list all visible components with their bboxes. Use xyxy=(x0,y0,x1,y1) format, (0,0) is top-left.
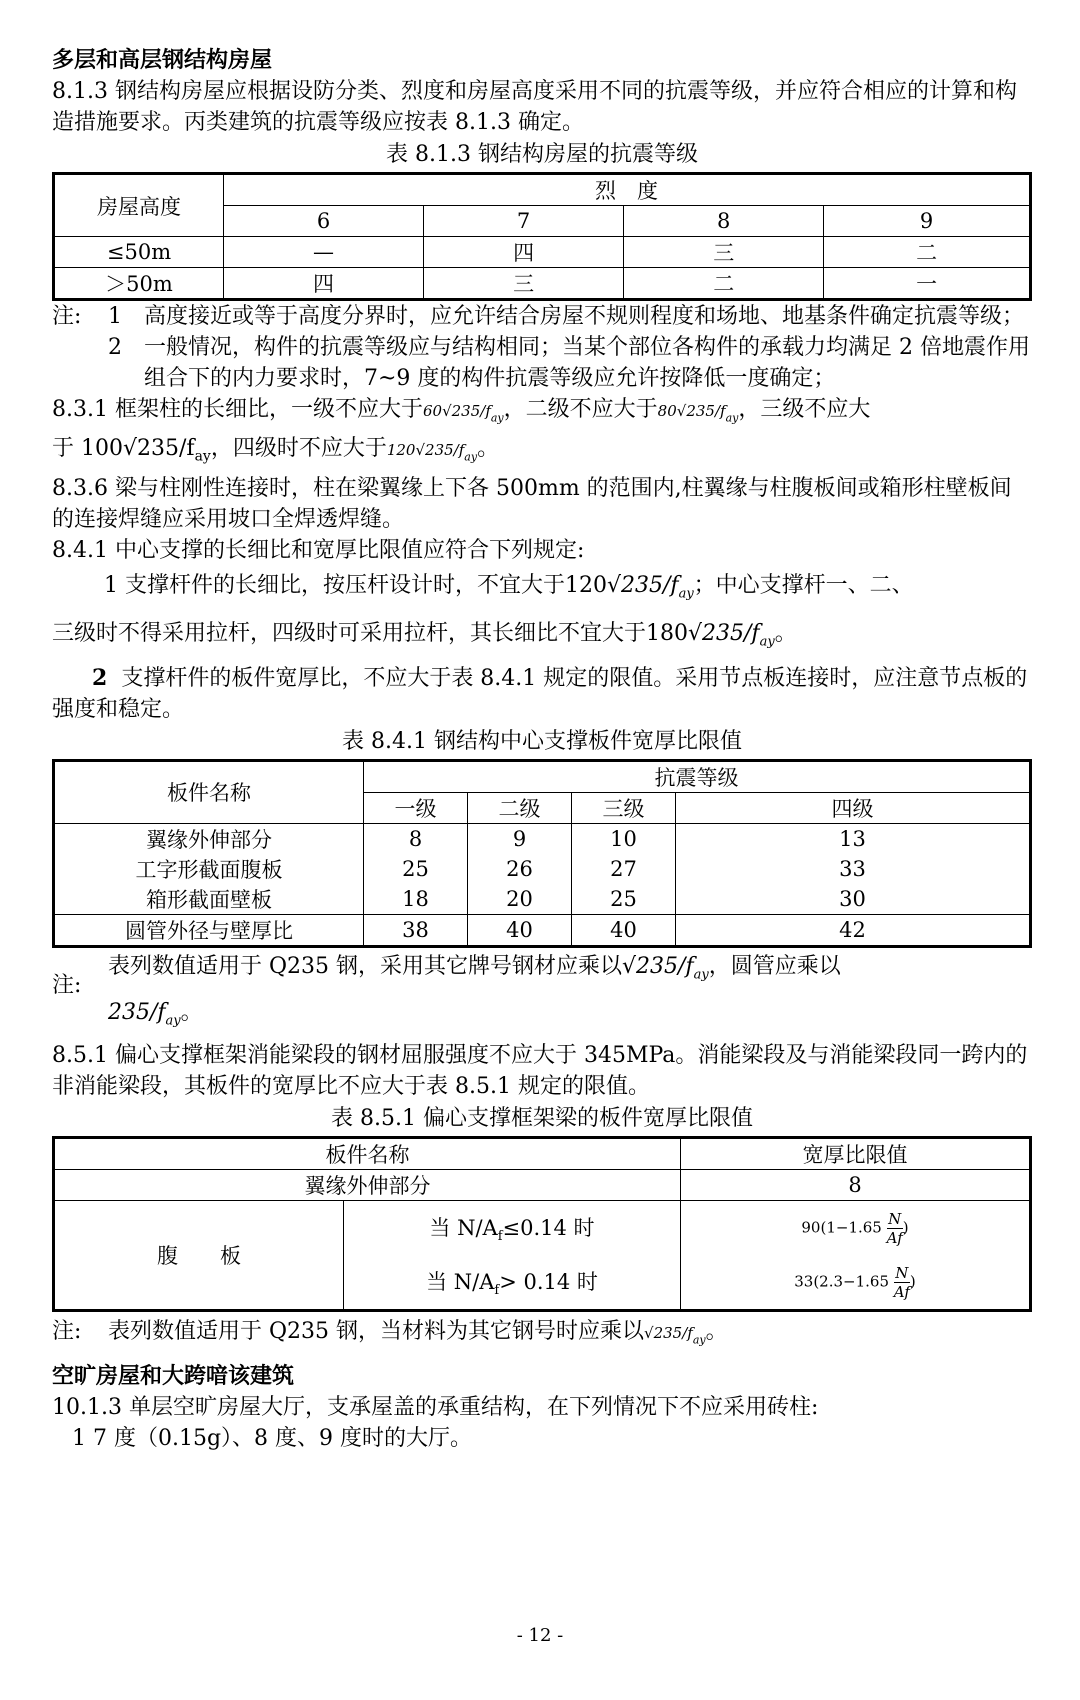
table-header: 板件名称 xyxy=(54,1138,681,1170)
page-number: - 12 - xyxy=(516,1625,564,1646)
table-cell: 三 xyxy=(424,268,624,300)
clause-8-3-6: 8.3.6 梁与柱刚性连接时，柱在梁翼缘上下各 500mm 的范围内,柱翼缘与柱腹板间或箱形柱壁板间的连接焊缝应采用坡口全焊透焊缝。 xyxy=(52,475,1012,532)
subscript: ay xyxy=(194,448,211,465)
table-cell: 一 xyxy=(824,268,1031,300)
table-header: 宽厚比限值 xyxy=(681,1138,1031,1170)
table-cell: 40 xyxy=(572,914,676,946)
table-cell: 8 xyxy=(364,823,468,854)
note-number: 2 xyxy=(108,335,122,360)
section-heading: 多层和高层钢结构房屋 xyxy=(52,47,273,73)
formula: 80√235/f xyxy=(657,402,726,420)
table-note xyxy=(52,1316,1032,1355)
formula-cell xyxy=(681,1255,1031,1311)
table-cell: 四 xyxy=(224,268,424,300)
table-header: 6 xyxy=(224,206,424,237)
formula: √235/f xyxy=(688,621,760,647)
subscript: ay xyxy=(693,966,709,982)
table-cell: 9 xyxy=(468,823,572,854)
section-heading: 空旷房屋和大跨喑该建筑 xyxy=(52,1362,295,1389)
text-run: 。 xyxy=(180,999,203,1025)
table-8-1-3 xyxy=(52,172,1032,301)
table-header: 烈 度 xyxy=(224,174,1031,206)
text-run: 。 xyxy=(705,1319,728,1345)
clause-8-3-1 xyxy=(52,394,1032,473)
clause-10-1-3-item1: 1 7 度（0.15g）、8 度、9 度时的大厅。 xyxy=(72,1425,473,1451)
table-note xyxy=(52,301,1032,394)
table-header: 房屋高度 xyxy=(54,174,224,237)
clause-8-4-1-item1-cont xyxy=(52,614,1032,662)
clause-8-4-1-item1 xyxy=(52,566,1032,614)
table-row xyxy=(54,854,1031,884)
text-run: 。 xyxy=(774,621,797,647)
table-cell: 20 xyxy=(468,884,572,915)
table-caption: 表 8.5.1 偏心支撑框架梁的板件宽厚比限值 xyxy=(331,1106,753,1132)
table-row xyxy=(54,884,1031,915)
table-cell: 38 xyxy=(364,914,468,946)
clause-10-1-3: 10.1.3 单层空旷房屋大厅，支承屋盖的承重结构，在下列情况下不应采用砖柱: xyxy=(52,1394,819,1420)
clause-8-5-1: 8.5.1 偏心支撑框架消能梁段的钢材屈服强度不应大于 345MPa。消能梁段及与消能梁段同一跨内的非消能梁段，其板件的宽厚比不应大于表 8.5.1 规定的限值。 xyxy=(52,1043,1028,1100)
subscript: ay xyxy=(165,1013,181,1029)
table-cell: 40 xyxy=(468,914,572,946)
subscript: ay xyxy=(692,1333,706,1347)
table-header: 9 xyxy=(824,206,1031,237)
table-8-4-1 xyxy=(52,759,1032,948)
table-note xyxy=(52,948,1032,1041)
table-cell: ≤50m xyxy=(54,237,224,268)
table-header: 抗震等级 xyxy=(364,760,1031,792)
clause-8-1-3: 8.1.3 钢结构房屋应根据设防分类、烈度和房屋高度采用不同的抗震等级，并应符合相应的计算和构造措施要求。丙类建筑的抗震等级应按表 8.1.3 确定。 xyxy=(52,79,1017,135)
table-cell: 42 xyxy=(676,914,1031,946)
table-cell: 10 xyxy=(572,823,676,854)
item-number: 2 xyxy=(92,664,108,691)
fraction xyxy=(887,1210,903,1247)
table-header: 三级 xyxy=(572,792,676,823)
denominator: Af xyxy=(886,1228,903,1247)
formula: ) xyxy=(902,1218,909,1237)
note-label: 注: xyxy=(52,972,82,998)
formula: 235/f xyxy=(108,999,166,1025)
note-label: 注: xyxy=(52,304,82,329)
table-header: 7 xyxy=(424,206,624,237)
table-header: 板件名称 xyxy=(54,760,364,823)
table-cell: ＞50m xyxy=(54,268,224,300)
subscript: f xyxy=(494,1283,500,1299)
note-label: 注: xyxy=(52,1319,82,1345)
text-run: 8.3.1 框架柱的长细比，一级不应大于 xyxy=(52,397,423,422)
formula: 120√235/f xyxy=(386,441,465,460)
condition: 当 N/A xyxy=(426,1270,495,1295)
formula: 33(2.3−1.65 xyxy=(794,1272,889,1291)
formula: √235/f xyxy=(644,1324,693,1343)
subscript: ay xyxy=(464,450,478,464)
table-cell: 工字形截面腹板 xyxy=(54,854,364,884)
text-run: 表列数值适用于 Q235 钢，当材料为其它钢号时应乘以 xyxy=(108,1319,645,1345)
table-cell xyxy=(344,1201,681,1256)
table-row xyxy=(54,237,1031,268)
condition: ≤0.14 时 xyxy=(502,1216,595,1241)
formula: √235/f xyxy=(606,572,679,598)
text-run: ，圆管应乘以 xyxy=(708,953,841,979)
text-run: ，四级时不应大于 xyxy=(210,436,387,462)
numerator: N xyxy=(888,1209,902,1228)
note-text: 高度接近或等于高度分界时，应允许结合房屋不规则程度和场地、地基条件确定抗震等级； xyxy=(144,304,1025,329)
formula: 于 100√235/f xyxy=(52,436,195,462)
table-header: 一级 xyxy=(364,792,468,823)
table-caption: 表 8.1.3 钢结构房屋的抗震等级 xyxy=(386,142,698,167)
formula-cell xyxy=(681,1201,1031,1256)
table-row xyxy=(54,823,1031,854)
table-header: 8 xyxy=(624,206,824,237)
table-cell: 25 xyxy=(572,884,676,915)
table-row xyxy=(54,914,1031,946)
table-cell: 18 xyxy=(364,884,468,915)
table-cell: 13 xyxy=(676,823,1031,854)
subscript: ay xyxy=(759,634,775,650)
table-cell: 30 xyxy=(676,884,1031,915)
condition: 当 N/A xyxy=(429,1216,498,1241)
table-cell: 26 xyxy=(468,854,572,884)
table-cell xyxy=(344,1255,681,1311)
numerator: N xyxy=(895,1263,909,1282)
table-row xyxy=(54,1170,1031,1201)
formula: 90(1−1.65 xyxy=(801,1218,882,1237)
table-cell: 33 xyxy=(676,854,1031,884)
text-run: 表列数值适用于 Q235 钢，采用其它牌号钢材应乘以 xyxy=(108,953,623,979)
table-cell: 四 xyxy=(424,237,624,268)
table-cell: 二 xyxy=(624,268,824,300)
clause-8-4-1-item2 xyxy=(52,663,1032,725)
table-row xyxy=(54,268,1031,300)
table-cell: — xyxy=(224,237,424,268)
fraction xyxy=(894,1264,910,1301)
note-text: 一般情况，构件的抗震等级应与结构相同；当某个部位各构件的承载力均满足 2 倍地震作用组合下的内力要求时，7~9 度的构件抗震等级应允许按降低一度确定； xyxy=(144,335,1030,391)
condition: > 0.14 时 xyxy=(499,1270,598,1295)
formula: ) xyxy=(909,1272,916,1291)
denominator: Af xyxy=(893,1282,910,1301)
table-row xyxy=(54,1201,1031,1256)
text-run: 三级时不得采用拉杆，四级时可采用拉杆，其长细比不宜大于180 xyxy=(52,621,688,647)
table-header: 四级 xyxy=(676,792,1031,823)
table-cell: 圆管外径与壁厚比 xyxy=(54,914,364,946)
table-cell: 翼缘外伸部分 xyxy=(54,823,364,854)
subscript: ay xyxy=(678,586,694,602)
formula: 60√235/f xyxy=(422,402,491,420)
page-content xyxy=(52,40,1032,1454)
note-number: 1 xyxy=(108,304,122,329)
text-run: 支撑杆件的板件宽厚比，不应大于表 8.4.1 规定的限值。采用节点板连接时，应注意节点板的强度和稳定。 xyxy=(52,665,1028,722)
table-cell: 25 xyxy=(364,854,468,884)
table-cell: 8 xyxy=(681,1170,1031,1201)
text-run: ，三级不应大 xyxy=(738,397,871,422)
text-run: ，二级不应大于 xyxy=(503,397,658,422)
text-run: ；中心支撑杆一、二、 xyxy=(693,572,914,598)
text-run: 。 xyxy=(477,436,500,462)
table-caption: 表 8.4.1 钢结构中心支撑板件宽厚比限值 xyxy=(342,728,742,754)
table-cell: 三 xyxy=(624,237,824,268)
table-cell: 箱形截面壁板 xyxy=(54,884,364,915)
subscript: ay xyxy=(490,411,504,425)
subscript: f xyxy=(497,1229,503,1245)
subscript: ay xyxy=(725,411,739,425)
table-cell: 翼缘外伸部分 xyxy=(54,1170,681,1201)
table-header: 二级 xyxy=(468,792,572,823)
table-8-5-1 xyxy=(52,1136,1032,1312)
formula: √235/f xyxy=(622,953,694,979)
table-cell: 二 xyxy=(824,237,1031,268)
table-cell: 27 xyxy=(572,854,676,884)
table-cell: 腹 板 xyxy=(54,1201,344,1311)
clause-8-4-1: 8.4.1 中心支撑的长细比和宽厚比限值应符合下列规定: xyxy=(52,537,585,563)
text-run: 1 支撑杆件的长细比，按压杆设计时，不宜大于120 xyxy=(104,572,607,598)
